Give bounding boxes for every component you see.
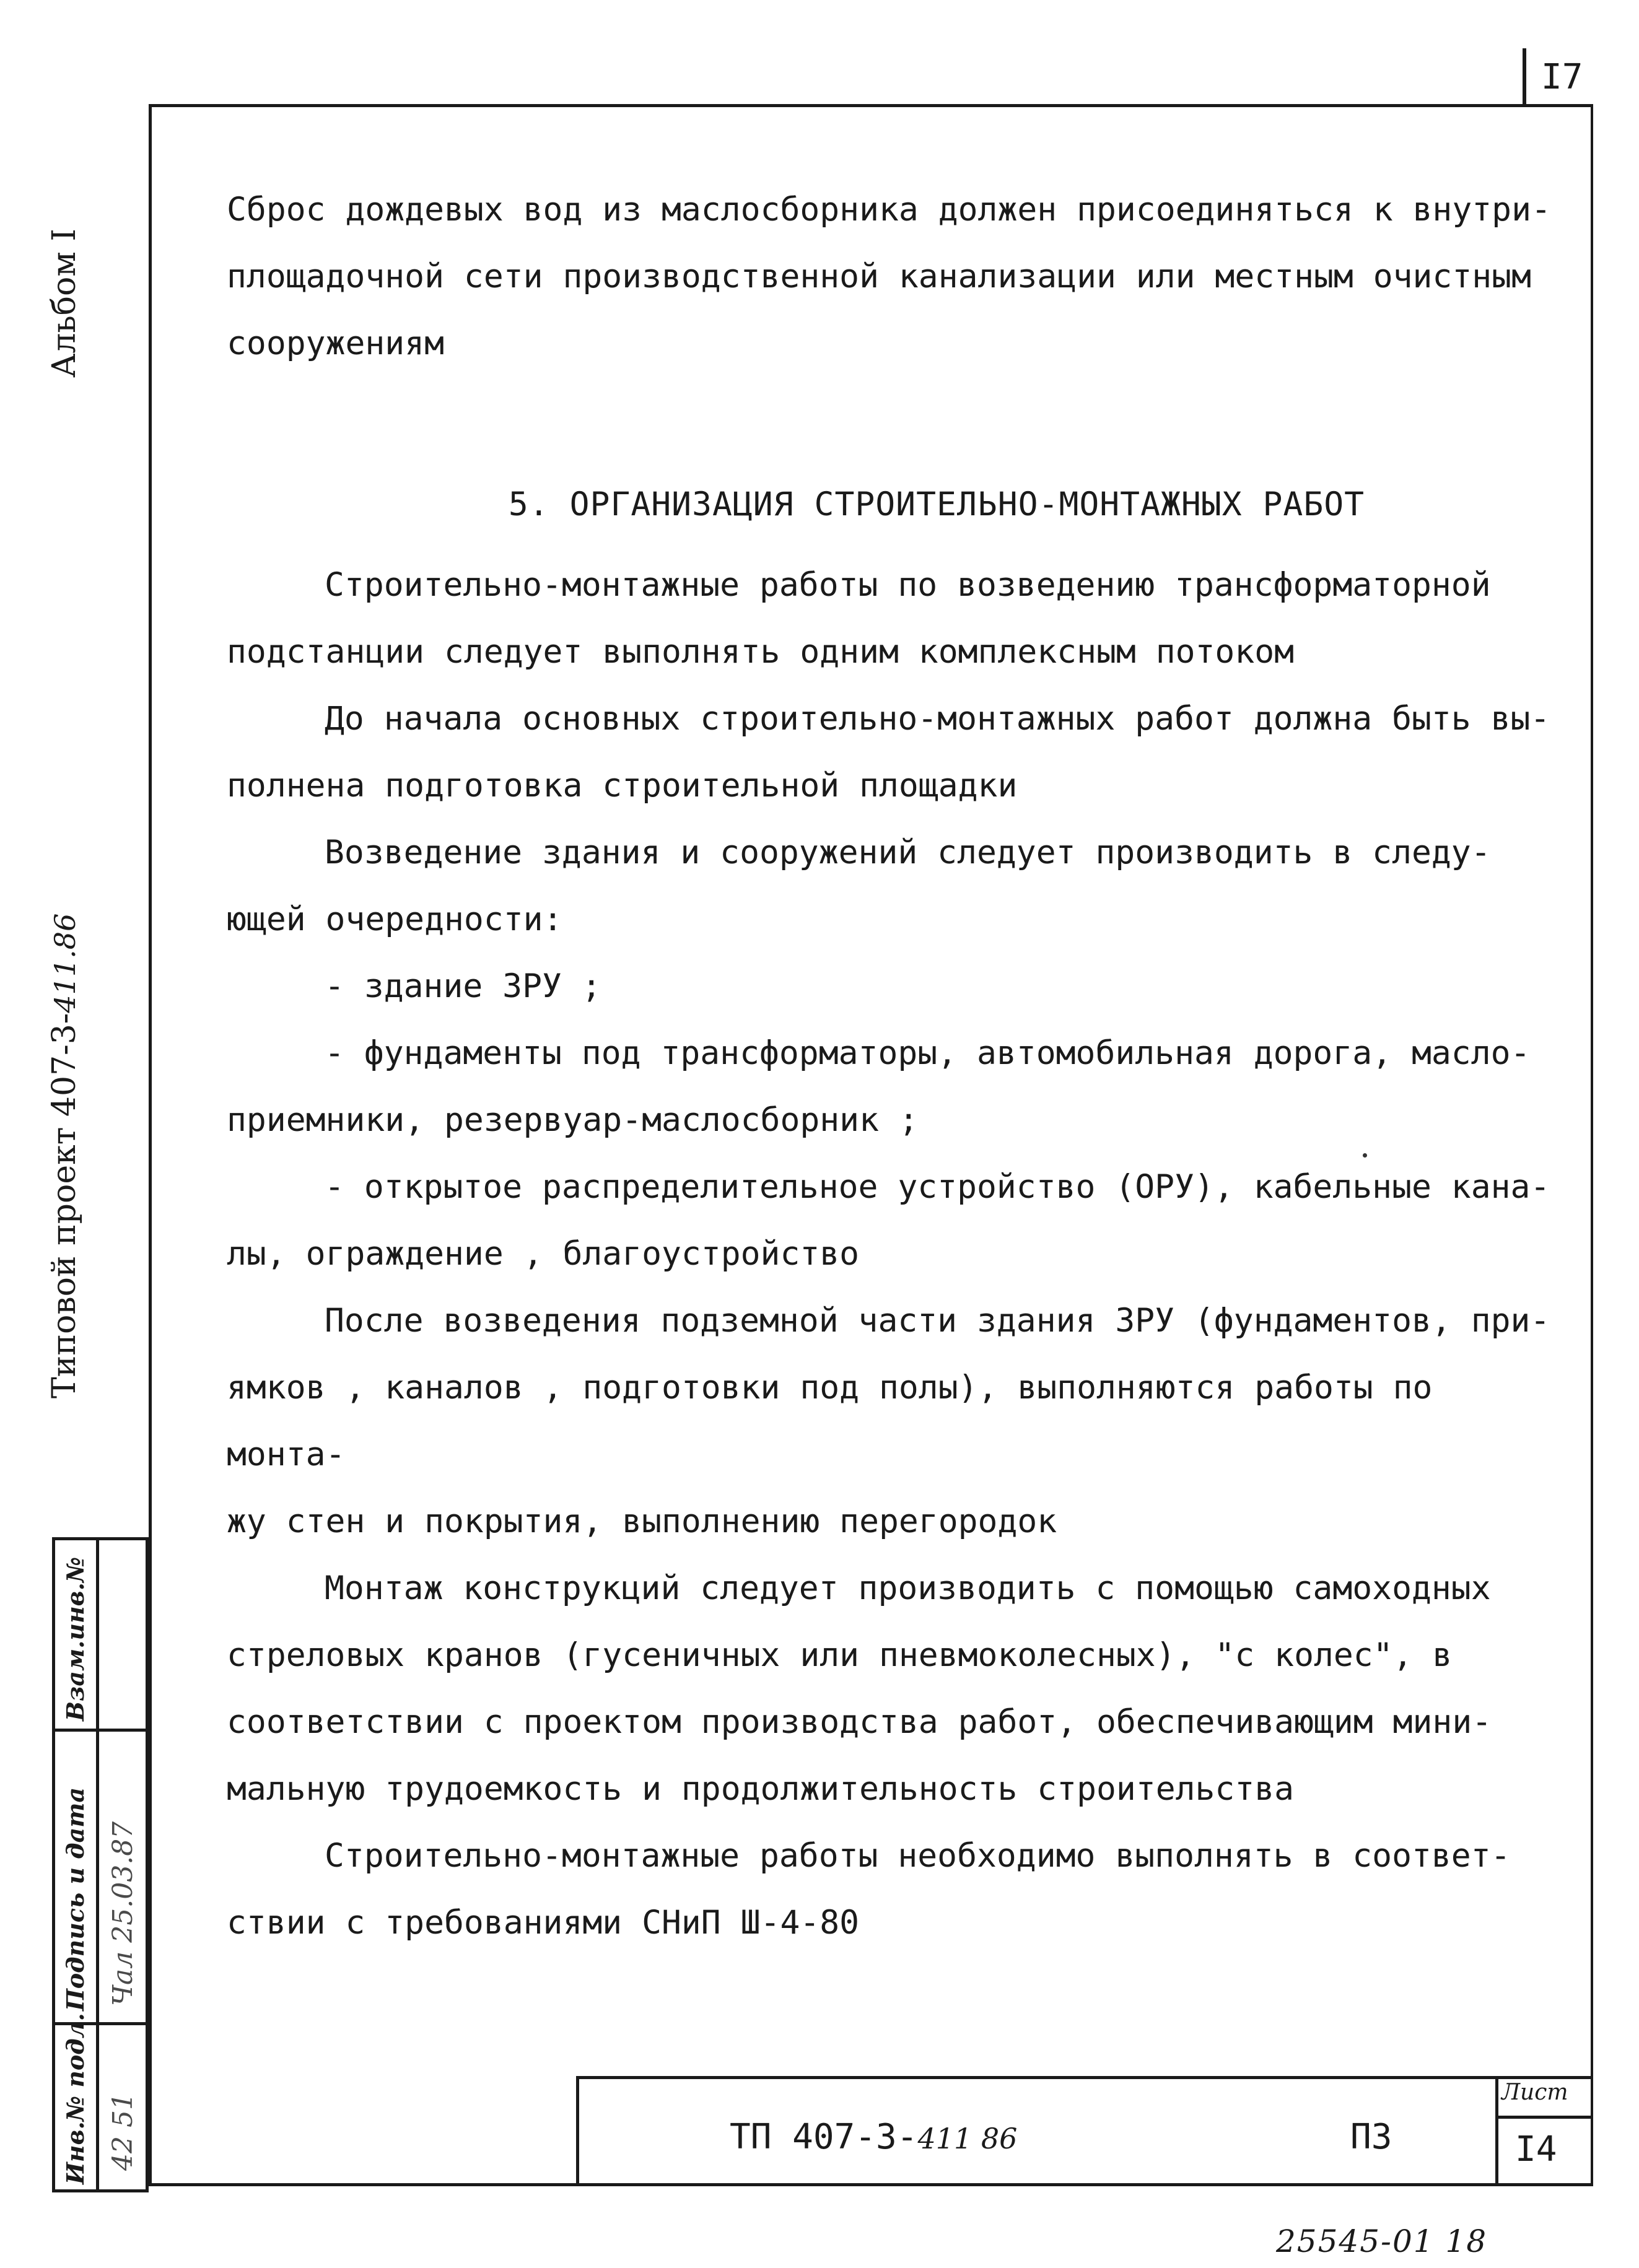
paragraph-line: стреловых кранов (гусеничных или пневмоколесных), "с колес", в: [227, 1636, 1453, 1674]
paragraph-line: жу стен и покрытия, выполнению перегородок: [227, 1503, 1057, 1540]
intro-line: сооружениям: [227, 325, 444, 362]
side-stamp: [52, 1537, 149, 2192]
paragraph-line: Возведение здания и сооружений следует производить в следу-: [325, 834, 1491, 871]
scan-speck: [1363, 1153, 1367, 1158]
side-stamp-divider: [55, 1729, 146, 1732]
list-item: - открытое распределительное устройство (ОРУ), кабельные кана-: [325, 1168, 1550, 1206]
title-block-doc-type: ПЗ: [1350, 2117, 1392, 2157]
inv-number-label: Инв.№ подл.: [61, 2013, 89, 2184]
paragraph-line: До начала основных строительно-монтажных работ должна быть вы-: [325, 700, 1550, 738]
corner-divider: [1523, 48, 1526, 105]
intro-line: Сброс дождевых вод из маслосборника должен присоединяться к внутри-: [227, 191, 1551, 229]
paragraph-line: После возведения подземной части здания ЗРУ (фундаментов, при-: [325, 1302, 1550, 1340]
list-item: - здание ЗРУ ;: [325, 967, 601, 1005]
signature-date-value: Чал 25.03.87: [107, 1821, 139, 2006]
page-number: I7: [1541, 57, 1583, 97]
inv-number-value: 42 51: [107, 2093, 139, 2171]
paragraph-line: ствии с требованиями СНиП Ш-4-80: [227, 1904, 860, 1942]
list-item: приемники, резервуар-маслосборник ;: [227, 1101, 919, 1139]
paragraph-line: полнена подготовка строительной площадки: [227, 767, 1018, 805]
sheet-number: I4: [1515, 2129, 1557, 2170]
sheet-label: Лист: [1501, 2080, 1568, 2105]
document-body: [227, 177, 1565, 1956]
paragraph-line: Строительно-монтажные работы необходимо выполнять в соответ-: [325, 1837, 1511, 1875]
list-item: - фундаменты под трансформаторы, автомобильная дорога, масло-: [325, 1034, 1531, 1072]
title-block-divider: [1495, 2116, 1591, 2119]
paragraph-line: соответствии с проектом производства работ, обеспечивающим мини-: [227, 1703, 1492, 1741]
title-block-code: [730, 2117, 1017, 2157]
intro-line: площадочной сети производственной канализации или местным очистным: [227, 258, 1531, 295]
signature-date-label: Подпись и дата: [61, 1787, 89, 2011]
title-block: [576, 2076, 1591, 2186]
section-heading: 5. ОРГАНИЗАЦИЯ СТРОИТЕЛЬНО-МОНТАЖНЫХ РАБОТ: [508, 486, 1365, 523]
title-block-divider: [1495, 2076, 1498, 2186]
paragraph-line: мальную трудоемкость и продолжительность строительства: [227, 1770, 1295, 1808]
paragraph-line: подстанции следует выполнять одним комплексным потоком: [227, 633, 1295, 671]
paragraph-line: Монтаж конструкций следует производить с помощью самоходных: [325, 1569, 1491, 1607]
paragraph-line: ющей очередности:: [227, 901, 563, 938]
list-item: лы, ограждение , благоустройство: [227, 1235, 860, 1273]
swap-inv-label: Взам.инв.№: [61, 1556, 89, 1721]
title-block-code-handwritten: 411 86: [917, 2122, 1018, 2155]
archive-code: 25545-01 18: [1276, 2223, 1488, 2259]
title-block-code-printed: ТП 407-3-: [730, 2117, 918, 2157]
project-label-printed: Типовой проект 407-3-: [46, 1013, 83, 1398]
project-label-handwritten: 411.86: [48, 913, 82, 1013]
side-stamp-divider: [96, 1540, 99, 2189]
project-label: [46, 914, 83, 1398]
paragraph-line: ямков , каналов , подготовки под полы), выполняются работы по монта-: [227, 1369, 1433, 1473]
paragraph-line: Строительно-монтажные работы по возведению трансформаторной: [325, 566, 1491, 604]
album-label: Альбом I: [46, 229, 83, 378]
